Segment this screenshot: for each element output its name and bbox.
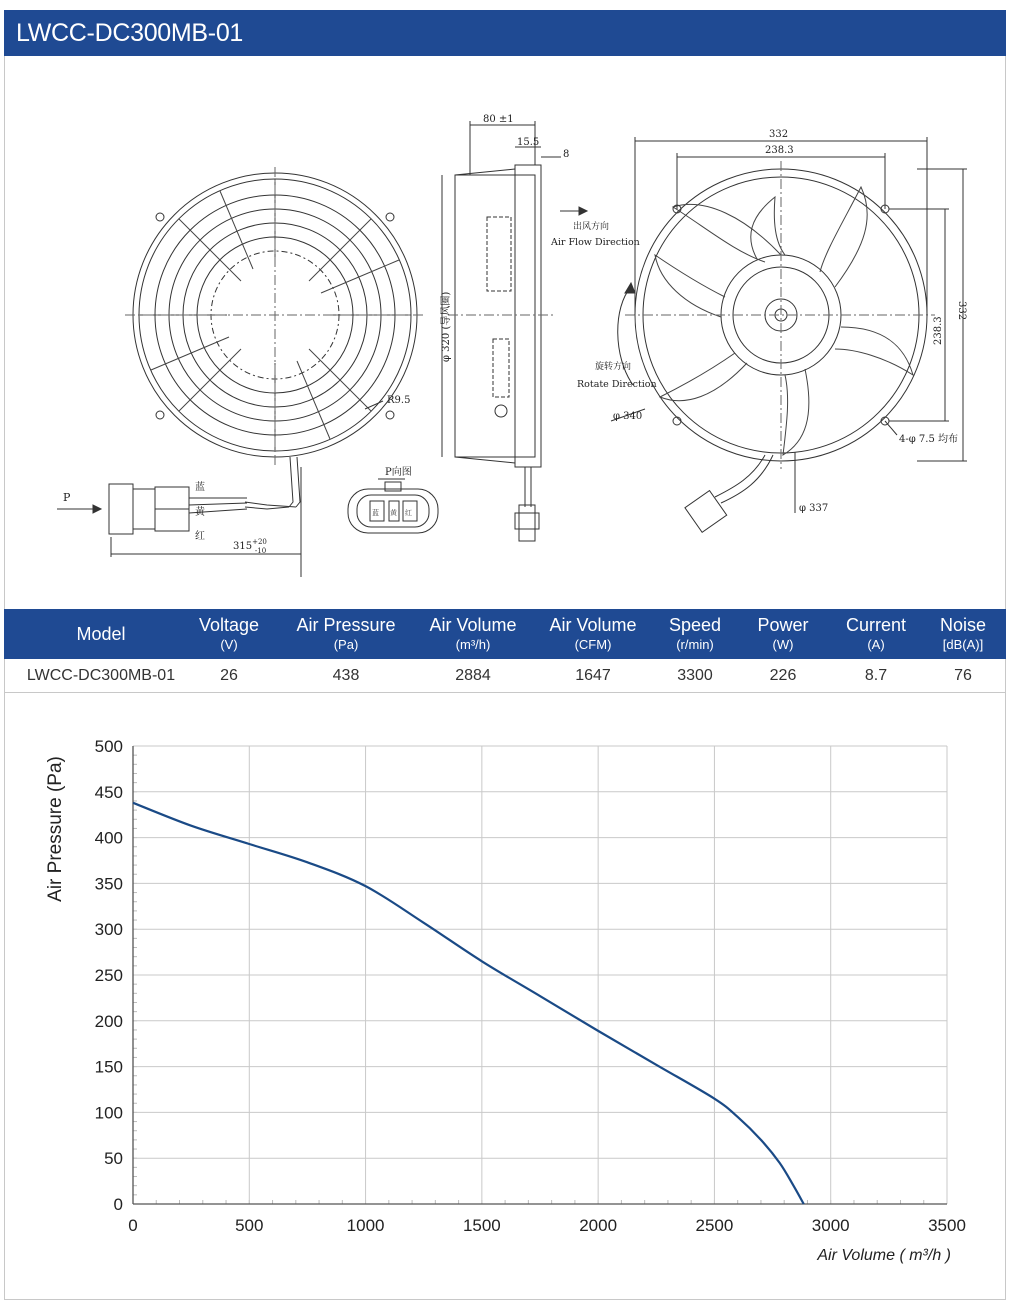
x-axis-label: Air Volume ( m³/h ) [817, 1247, 951, 1264]
col-air-pressure [280, 609, 412, 659]
cable-tol-down: -10 [254, 547, 267, 555]
connector-drawing [57, 480, 301, 557]
pq-chart [5, 694, 1005, 1299]
x-tick-label: 2000 [579, 1216, 618, 1235]
col-air-volume-cfm-unit: (CFM) [574, 637, 612, 652]
p-view [348, 465, 438, 533]
col-air-volume-m3-unit: (m³/h) [455, 637, 491, 652]
holes-dim: 4-φ 7.5 均布 [899, 434, 959, 445]
spec-table-header [4, 609, 1006, 659]
col-air-pressure-label: Air Pressure [296, 615, 396, 635]
y-tick-label: 200 [94, 1011, 123, 1031]
h238-dim: 238.3 [933, 316, 944, 345]
cell-speed: 3300 [677, 667, 713, 684]
p-view-label: P向图 [385, 467, 412, 478]
col-model-label: Model [76, 624, 126, 644]
col-model [4, 609, 198, 659]
w332-dim: 332 [769, 129, 789, 140]
col-voltage-label: Voltage [198, 615, 260, 635]
x-tick-label: 500 [235, 1216, 264, 1235]
pin-1-label: 蓝 [372, 509, 379, 517]
pq-curve-line [133, 803, 804, 1204]
y-tick-label: 250 [94, 966, 123, 985]
col-air-volume-cfm [538, 609, 648, 659]
phi337-dim: φ 337 [799, 503, 829, 514]
airflow-cn: 出风方向 [573, 222, 610, 232]
x-tick-label: 1000 [346, 1216, 385, 1235]
depth-dim: 80 ±1 [483, 114, 514, 125]
cable-length-dim [233, 538, 267, 555]
y-axis-label: Air Pressure (Pa) [45, 756, 66, 902]
title-bar [4, 10, 1006, 56]
phi340-dim: φ 340 [613, 411, 643, 422]
col-current-label: Current [845, 615, 907, 635]
col-air-pressure-unit: (Pa) [333, 637, 359, 652]
front-view [125, 167, 425, 577]
col-speed-unit: (r/min) [676, 637, 714, 652]
d8-dim: 8 [563, 149, 570, 160]
w238-dim: 238.3 [765, 145, 794, 156]
col-noise-label: Noise [939, 615, 987, 635]
y-tick-label: 450 [94, 782, 123, 802]
col-noise [930, 609, 996, 659]
wire-yellow-label: 黄 [195, 507, 205, 518]
col-voltage [198, 609, 260, 659]
cell-voltage: 26 [220, 667, 238, 684]
cable-tol-up: +20 [252, 538, 267, 546]
rotate-en: Rotate Direction [577, 379, 657, 390]
col-air-volume-m3-label: Air Volume [429, 615, 517, 635]
h332-dim: 332 [956, 301, 967, 321]
page-title: LWCC-DC300MB-01 [16, 19, 244, 47]
d155-dim: 15.5 [517, 137, 540, 148]
r95-dim: R9.5 [387, 395, 411, 406]
technical-drawing [5, 57, 1005, 609]
phi320-dim: φ 320 (导风圈) [441, 291, 452, 362]
cell-current: 8.7 [864, 667, 888, 684]
y-tick-label: 100 [94, 1103, 123, 1123]
cell-air-volume-cfm: 1647 [575, 667, 611, 684]
y-tick-label: 50 [104, 1149, 123, 1169]
wire-red-label: 红 [195, 531, 205, 542]
pin-3-label: 红 [405, 509, 412, 517]
cable-length-value: 315 [233, 541, 253, 552]
cell-power: 226 [769, 667, 797, 684]
cell-air-volume-m3: 2884 [455, 667, 491, 684]
wire-blue-label: 蓝 [195, 482, 205, 493]
y-tick-label: 500 [94, 737, 123, 756]
x-tick-label: 3000 [811, 1216, 850, 1235]
col-speed [660, 609, 730, 659]
col-current [838, 609, 914, 659]
pq-chart-svg [5, 694, 1005, 1299]
chart-grid [133, 746, 947, 1204]
y-tick-label: 400 [94, 828, 123, 848]
rotate-cn: 旋转方向 [595, 362, 632, 372]
y-tick-label: 0 [113, 1195, 123, 1214]
col-current-unit: (A) [867, 637, 885, 652]
side-view [440, 114, 643, 541]
spec-table-row [4, 659, 1006, 693]
col-speed-label: Speed [668, 615, 722, 635]
x-tick-label: 1500 [462, 1216, 501, 1235]
col-power [750, 609, 816, 659]
rear-view [577, 129, 967, 532]
col-noise-unit: [dB(A)] [942, 637, 984, 652]
col-voltage-unit: (V) [220, 637, 238, 652]
col-power-label: Power [757, 615, 809, 635]
cell-air-pressure: 438 [332, 667, 360, 684]
col-power-unit: (W) [772, 637, 794, 652]
y-tick-label: 150 [94, 1057, 123, 1077]
x-tick-label: 0 [128, 1216, 138, 1235]
col-air-volume-m3 [418, 609, 528, 659]
cell-noise: 76 [954, 667, 972, 684]
y-tick-label: 300 [94, 920, 123, 940]
chart-tick-labels [95, 737, 966, 1235]
x-tick-label: 2500 [695, 1216, 734, 1235]
cell-model: LWCC-DC300MB-01 [26, 667, 176, 684]
pin-2-label: 黄 [390, 509, 397, 517]
x-tick-label: 3500 [928, 1216, 966, 1235]
y-tick-label: 350 [94, 874, 123, 894]
col-air-volume-cfm-label: Air Volume [549, 615, 637, 635]
airflow-en: Air Flow Direction [551, 237, 640, 248]
p-arrow-label: P [63, 491, 71, 504]
